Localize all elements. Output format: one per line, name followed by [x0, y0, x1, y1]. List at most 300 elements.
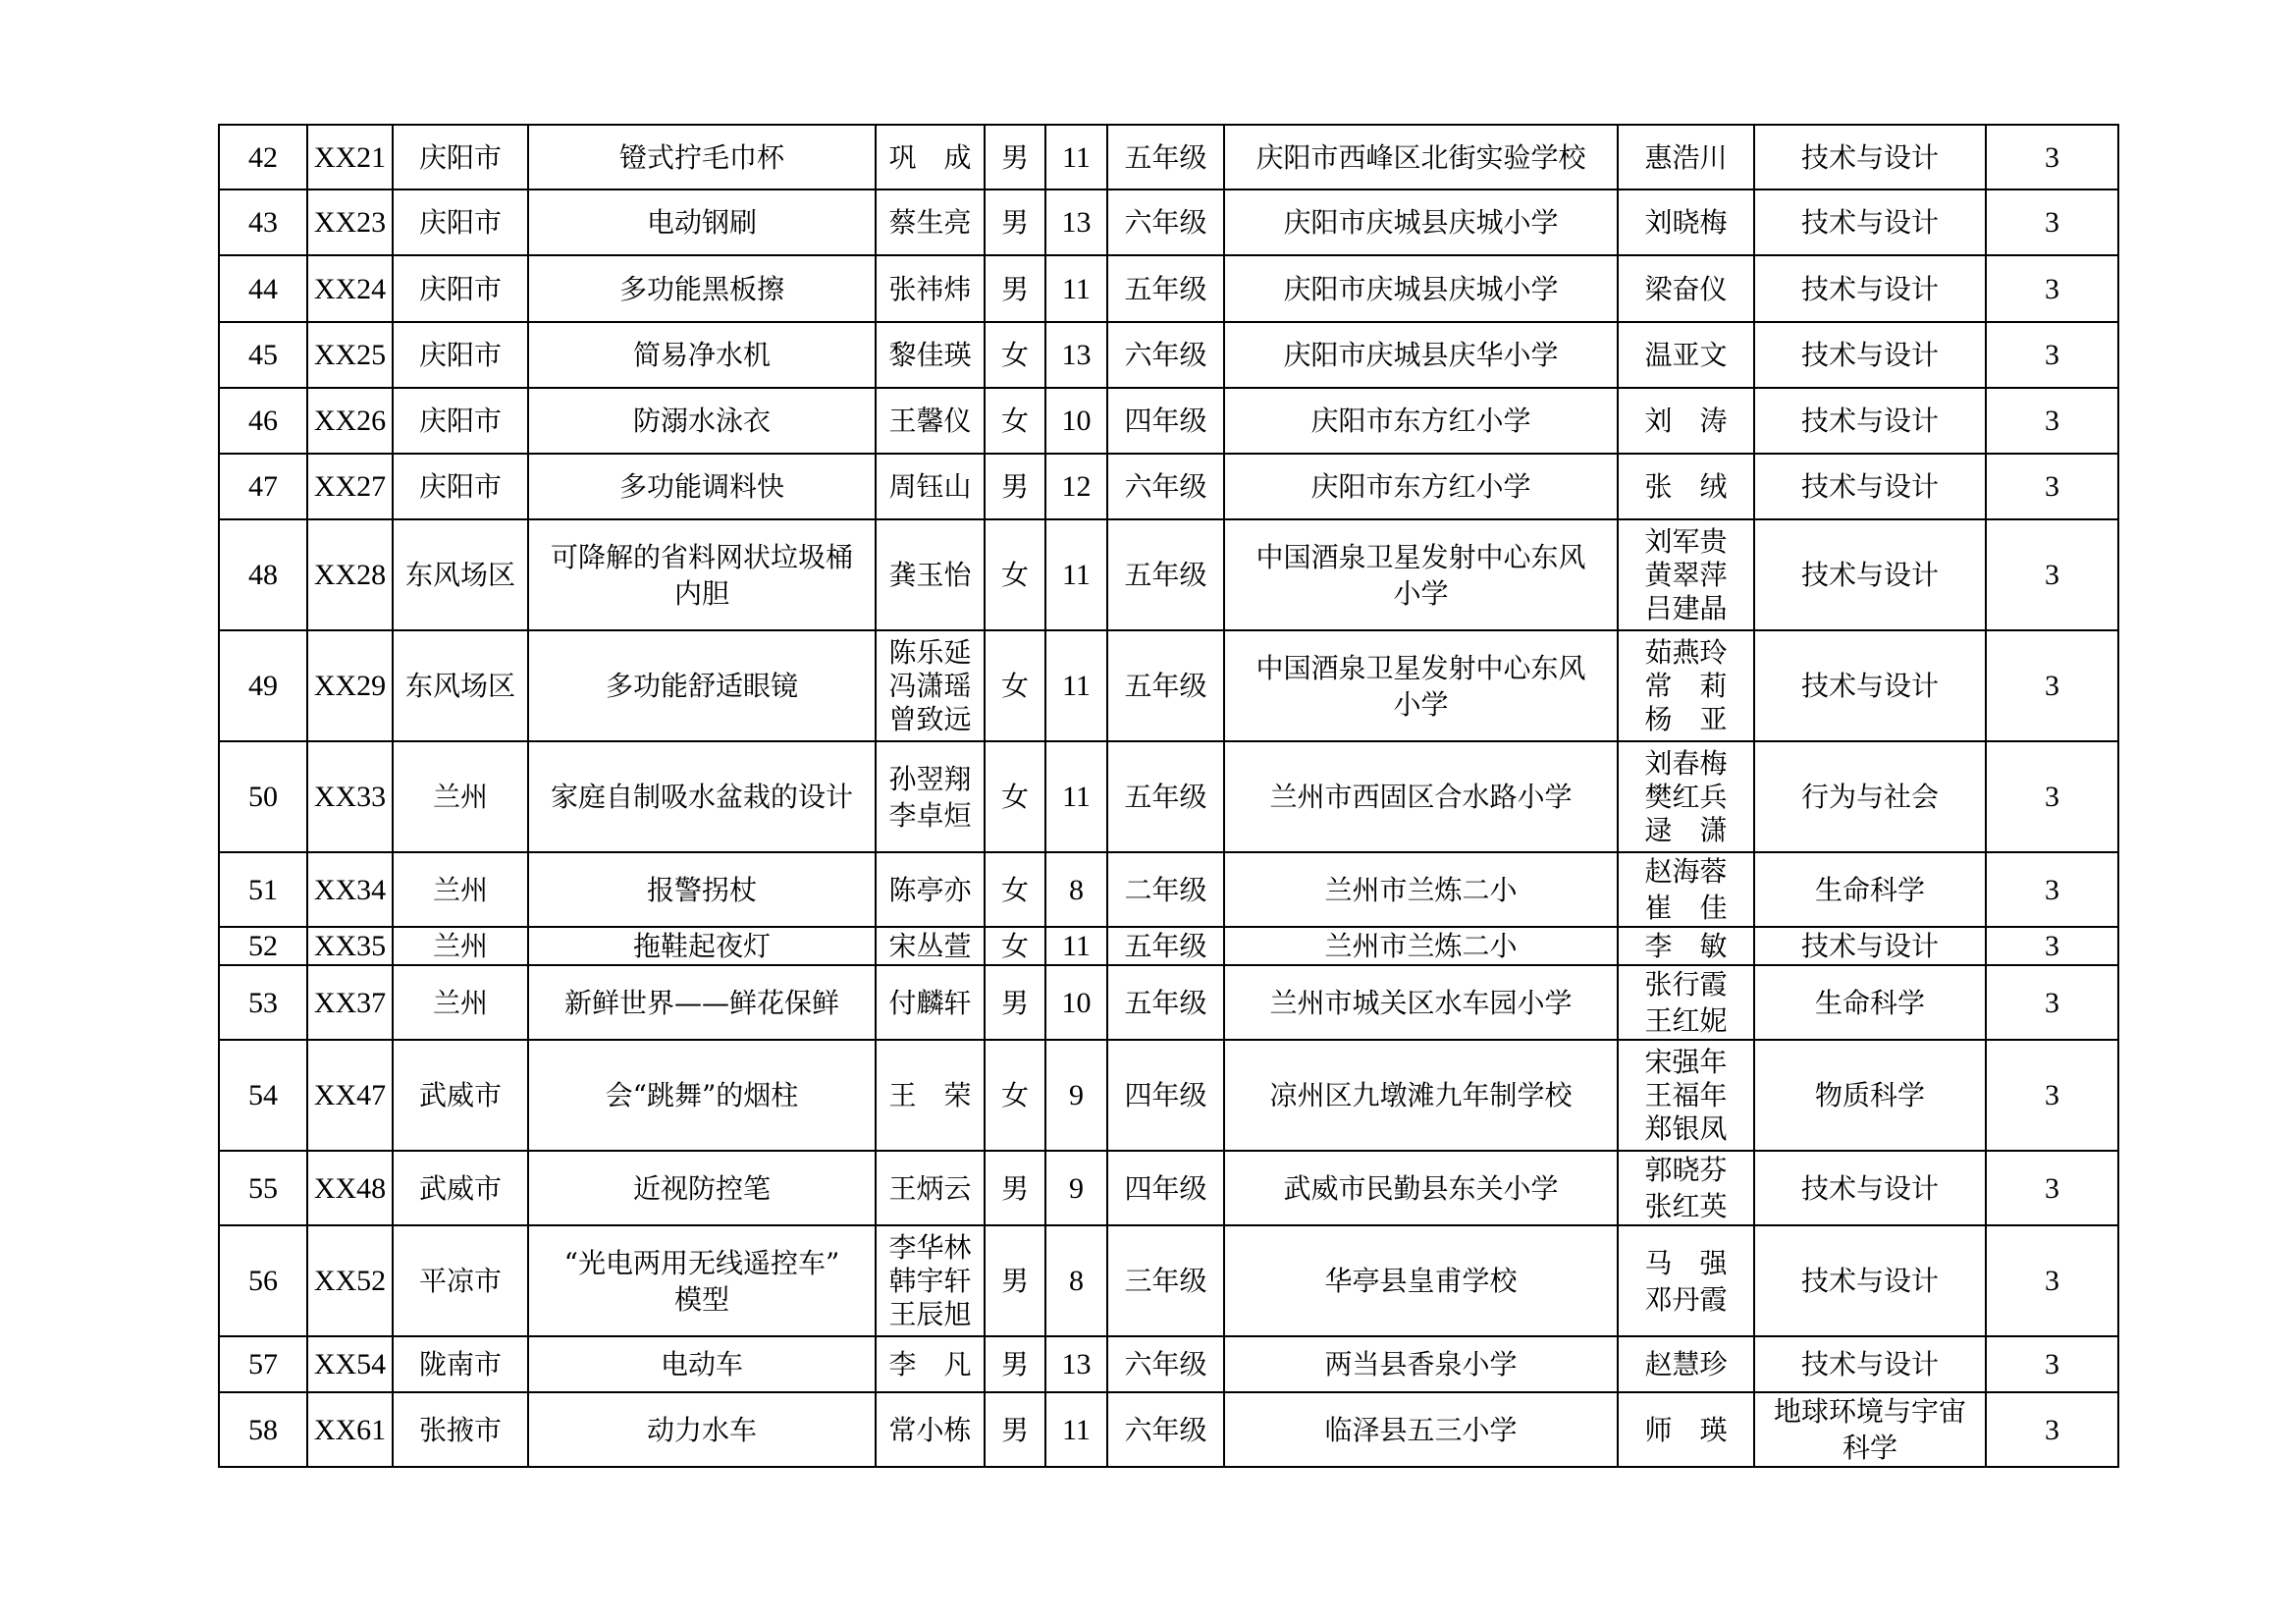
region-cell: 东风场区 [393, 630, 528, 741]
project-title-line: 防溺水泳衣 [632, 405, 771, 437]
region-cell: 张掖市 [393, 1392, 528, 1467]
gender-cell: 女 [985, 519, 1045, 630]
region-cell: 平凉市 [393, 1225, 528, 1336]
student-names-cell [876, 1040, 985, 1151]
region-cell: 兰州 [393, 852, 528, 927]
project-title-cell [528, 1225, 876, 1336]
grade-cell: 二年级 [1107, 852, 1224, 927]
student-names-line: 李卓烜 [888, 798, 972, 832]
teacher-names-line: 赵慧珍 [1644, 1348, 1728, 1380]
school-line: 兰州市城关区水车园小学 [1269, 986, 1573, 1019]
region-cell: 庆阳市 [393, 189, 528, 255]
entry-code: XX35 [307, 927, 393, 965]
school-cell [1224, 388, 1618, 454]
age-cell: 11 [1045, 255, 1107, 322]
level-cell: 3 [1986, 1225, 2118, 1336]
row-number: 50 [219, 741, 307, 852]
school-cell [1224, 1392, 1618, 1467]
gender-cell: 男 [985, 454, 1045, 519]
student-names-cell [876, 519, 985, 630]
age-cell: 13 [1045, 189, 1107, 255]
school-cell [1224, 852, 1618, 927]
student-names-line: 常小栋 [888, 1413, 972, 1446]
category-cell [1754, 1336, 1986, 1392]
teacher-names-line: 郭晓芬 [1644, 1154, 1728, 1186]
category-line: 技术与设计 [1800, 470, 1939, 503]
entry-code: XX52 [307, 1225, 393, 1336]
category-cell [1754, 255, 1986, 322]
grade-cell: 三年级 [1107, 1225, 1224, 1336]
age-cell: 11 [1045, 125, 1107, 189]
table-row [219, 1151, 2118, 1225]
teacher-names-line: 李 敏 [1644, 930, 1728, 962]
project-title-line: 多功能黑板擦 [618, 272, 784, 305]
project-title-cell [528, 1336, 876, 1392]
category-cell [1754, 630, 1986, 741]
category-line: 生命科学 [1814, 873, 1925, 906]
entry-code: XX34 [307, 852, 393, 927]
student-names-line: 龚玉怡 [888, 559, 972, 591]
level-cell: 3 [1986, 519, 2118, 630]
student-names-line: 冯潇瑶 [888, 669, 972, 702]
table-row [219, 741, 2118, 852]
category-line: 技术与设计 [1800, 339, 1939, 371]
student-names-cell [876, 1225, 985, 1336]
student-names-cell [876, 927, 985, 965]
student-names-cell [876, 630, 985, 741]
school-line: 临泽县五三小学 [1324, 1413, 1518, 1446]
project-title-line: 报警拐杖 [646, 873, 757, 906]
table-row [219, 1040, 2118, 1151]
teacher-names-cell [1618, 1336, 1754, 1392]
row-number: 42 [219, 125, 307, 189]
table-row [219, 630, 2118, 741]
school-cell [1224, 1151, 1618, 1225]
category-cell [1754, 519, 1986, 630]
teacher-names-line: 杨 亚 [1644, 702, 1728, 735]
category-cell [1754, 1151, 1986, 1225]
grade-cell: 六年级 [1107, 1392, 1224, 1467]
grade-cell: 五年级 [1107, 741, 1224, 852]
project-title-cell [528, 255, 876, 322]
gender-cell: 女 [985, 927, 1045, 965]
entry-code: XX21 [307, 125, 393, 189]
student-names-line: 王馨仪 [888, 405, 972, 437]
region-cell: 庆阳市 [393, 255, 528, 322]
table-body [219, 125, 2118, 1467]
category-line: 行为与社会 [1800, 781, 1939, 813]
student-names-line: 陈亭亦 [888, 873, 972, 906]
project-title-cell [528, 1151, 876, 1225]
teacher-names-line: 马 强 [1644, 1246, 1728, 1279]
school-line: 凉州区九墩滩九年制学校 [1269, 1079, 1573, 1111]
level-cell: 3 [1986, 1392, 2118, 1467]
school-cell [1224, 454, 1618, 519]
level-cell: 3 [1986, 852, 2118, 927]
grade-cell: 五年级 [1107, 965, 1224, 1040]
gender-cell: 男 [985, 965, 1045, 1040]
age-cell: 10 [1045, 965, 1107, 1040]
gender-cell: 女 [985, 322, 1045, 388]
project-title-line: 多功能舒适眼镜 [605, 670, 798, 702]
grade-cell: 六年级 [1107, 189, 1224, 255]
level-cell: 3 [1986, 965, 2118, 1040]
student-names-cell [876, 125, 985, 189]
project-title-line: 新鲜世界——鲜花保鲜 [563, 986, 839, 1019]
entry-code: XX48 [307, 1151, 393, 1225]
student-names-cell [876, 852, 985, 927]
student-names-line: 王 荣 [888, 1079, 972, 1111]
project-title-cell [528, 1040, 876, 1151]
project-title-line: 内胆 [673, 576, 729, 610]
level-cell: 3 [1986, 630, 2118, 741]
school-line: 中国酒泉卫星发射中心东风 [1255, 540, 1586, 573]
school-line: 庆阳市东方红小学 [1310, 470, 1531, 503]
row-number: 53 [219, 965, 307, 1040]
entry-code: XX27 [307, 454, 393, 519]
teacher-names-line: 吕建晶 [1644, 591, 1728, 624]
teacher-names-line: 张 绒 [1644, 470, 1728, 503]
entry-code: XX26 [307, 388, 393, 454]
table-row [219, 454, 2118, 519]
teacher-names-cell [1618, 189, 1754, 255]
region-cell: 庆阳市 [393, 125, 528, 189]
grade-cell: 四年级 [1107, 1040, 1224, 1151]
region-cell: 武威市 [393, 1040, 528, 1151]
region-cell: 兰州 [393, 927, 528, 965]
school-line: 兰州市兰炼二小 [1324, 873, 1518, 906]
gender-cell: 女 [985, 1040, 1045, 1151]
teacher-names-line: 温亚文 [1644, 339, 1728, 371]
age-cell: 9 [1045, 1151, 1107, 1225]
student-names-cell [876, 1151, 985, 1225]
table-row [219, 1225, 2118, 1336]
table-row [219, 125, 2118, 189]
gender-cell: 男 [985, 1392, 1045, 1467]
level-cell: 3 [1986, 454, 2118, 519]
age-cell: 9 [1045, 1040, 1107, 1151]
school-line: 庆阳市东方红小学 [1310, 405, 1531, 437]
gender-cell: 男 [985, 255, 1045, 322]
school-line: 两当县香泉小学 [1324, 1348, 1518, 1380]
gender-cell: 男 [985, 125, 1045, 189]
project-title-cell [528, 852, 876, 927]
gender-cell: 男 [985, 189, 1045, 255]
teacher-names-line: 樊红兵 [1644, 780, 1728, 813]
project-title-cell [528, 1392, 876, 1467]
age-cell: 8 [1045, 1225, 1107, 1336]
age-cell: 11 [1045, 1392, 1107, 1467]
grade-cell: 五年级 [1107, 630, 1224, 741]
project-title-line: 镫式拧毛巾杯 [618, 140, 784, 174]
student-names-line: 蔡生亮 [888, 206, 972, 239]
project-title-cell [528, 322, 876, 388]
teacher-names-line: 刘春梅 [1644, 746, 1728, 780]
entry-code: XX47 [307, 1040, 393, 1151]
age-cell: 11 [1045, 519, 1107, 630]
project-title-line: 模型 [673, 1282, 729, 1316]
level-cell: 3 [1986, 255, 2118, 322]
teacher-names-line: 刘 涛 [1644, 405, 1728, 437]
project-title-cell [528, 965, 876, 1040]
award-table [218, 124, 2119, 1468]
table-row [219, 1392, 2118, 1467]
age-cell: 13 [1045, 322, 1107, 388]
teacher-names-cell [1618, 852, 1754, 927]
table-row [219, 519, 2118, 630]
grade-cell: 五年级 [1107, 927, 1224, 965]
row-number: 47 [219, 454, 307, 519]
category-line: 技术与设计 [1800, 206, 1939, 239]
student-names-cell [876, 454, 985, 519]
project-title-line: 会“跳舞”的烟柱 [605, 1079, 799, 1111]
table-row [219, 852, 2118, 927]
row-number: 57 [219, 1336, 307, 1392]
teacher-names-cell [1618, 1040, 1754, 1151]
project-title-cell [528, 630, 876, 741]
student-names-line: 王炳云 [888, 1171, 972, 1205]
teacher-names-line: 王福年 [1644, 1078, 1728, 1111]
category-cell [1754, 927, 1986, 965]
teacher-names-line: 常 莉 [1644, 669, 1728, 702]
category-line: 技术与设计 [1800, 140, 1939, 174]
level-cell: 3 [1986, 322, 2118, 388]
student-names-cell [876, 388, 985, 454]
school-line: 华亭县皇甫学校 [1324, 1265, 1518, 1297]
category-line: 技术与设计 [1800, 670, 1939, 702]
student-names-line: 张祎炜 [888, 272, 972, 305]
row-number: 56 [219, 1225, 307, 1336]
student-names-line: 宋丛萱 [888, 930, 972, 962]
level-cell: 3 [1986, 125, 2118, 189]
project-title-line: 电动钢刷 [646, 206, 757, 239]
region-cell: 庆阳市 [393, 454, 528, 519]
age-cell: 10 [1045, 388, 1107, 454]
teacher-names-cell [1618, 965, 1754, 1040]
category-cell [1754, 189, 1986, 255]
school-cell [1224, 519, 1618, 630]
teacher-names-line: 王红妮 [1644, 1004, 1728, 1037]
region-cell: 东风场区 [393, 519, 528, 630]
entry-code: XX29 [307, 630, 393, 741]
table-row [219, 189, 2118, 255]
student-names-line: 李 凡 [888, 1348, 972, 1380]
table-row [219, 388, 2118, 454]
teacher-names-line: 黄翠萍 [1644, 558, 1728, 591]
category-line: 生命科学 [1814, 986, 1925, 1019]
teacher-names-cell [1618, 1225, 1754, 1336]
school-cell [1224, 1225, 1618, 1336]
entry-code: XX37 [307, 965, 393, 1040]
student-names-cell [876, 322, 985, 388]
gender-cell: 女 [985, 388, 1045, 454]
level-cell: 3 [1986, 741, 2118, 852]
age-cell: 8 [1045, 852, 1107, 927]
project-title-cell [528, 189, 876, 255]
project-title-line: 多功能调料快 [618, 470, 784, 503]
grade-cell: 六年级 [1107, 1336, 1224, 1392]
project-title-cell [528, 519, 876, 630]
school-cell [1224, 189, 1618, 255]
project-title-line: “光电两用无线遥控车” [563, 1246, 840, 1279]
entry-code: XX54 [307, 1336, 393, 1392]
school-line: 中国酒泉卫星发射中心东风 [1255, 651, 1586, 684]
student-names-line: 付麟轩 [888, 986, 972, 1019]
table-row [219, 927, 2118, 965]
teacher-names-cell [1618, 1392, 1754, 1467]
school-line: 庆阳市庆城县庆华小学 [1283, 339, 1559, 371]
teacher-names-line: 刘晓梅 [1644, 206, 1728, 239]
student-names-line: 黎佳瑛 [888, 339, 972, 371]
teacher-names-line: 郑银凤 [1644, 1111, 1728, 1145]
project-title-cell [528, 741, 876, 852]
row-number: 43 [219, 189, 307, 255]
school-line: 兰州市兰炼二小 [1324, 930, 1518, 962]
teacher-names-line: 逯 潇 [1644, 813, 1728, 846]
grade-cell: 五年级 [1107, 255, 1224, 322]
category-cell [1754, 1040, 1986, 1151]
entry-code: XX24 [307, 255, 393, 322]
student-names-line: 孙翌翔 [888, 762, 972, 795]
row-number: 49 [219, 630, 307, 741]
student-names-cell [876, 255, 985, 322]
grade-cell: 五年级 [1107, 125, 1224, 189]
level-cell: 3 [1986, 189, 2118, 255]
student-names-cell [876, 189, 985, 255]
teacher-names-cell [1618, 1151, 1754, 1225]
project-title-line: 简易净水机 [632, 339, 771, 371]
project-title-line: 近视防控笔 [632, 1171, 771, 1205]
entry-code: XX28 [307, 519, 393, 630]
teacher-names-cell [1618, 388, 1754, 454]
teacher-names-line: 梁奋仪 [1644, 272, 1728, 305]
project-title-cell [528, 125, 876, 189]
entry-code: XX25 [307, 322, 393, 388]
grade-cell: 四年级 [1107, 388, 1224, 454]
row-number: 54 [219, 1040, 307, 1151]
row-number: 55 [219, 1151, 307, 1225]
region-cell: 兰州 [393, 965, 528, 1040]
table-row [219, 1336, 2118, 1392]
teacher-names-cell [1618, 125, 1754, 189]
project-title-line: 拖鞋起夜灯 [632, 930, 771, 962]
gender-cell: 男 [985, 1336, 1045, 1392]
student-names-cell [876, 965, 985, 1040]
age-cell: 11 [1045, 741, 1107, 852]
row-number: 51 [219, 852, 307, 927]
teacher-names-cell [1618, 255, 1754, 322]
teacher-names-line: 张行霞 [1644, 968, 1728, 1001]
row-number: 52 [219, 927, 307, 965]
grade-cell: 四年级 [1107, 1151, 1224, 1225]
region-cell: 武威市 [393, 1151, 528, 1225]
grade-cell: 六年级 [1107, 322, 1224, 388]
level-cell: 3 [1986, 1336, 2118, 1392]
teacher-names-line: 茹燕玲 [1644, 635, 1728, 669]
teacher-names-line: 张红英 [1644, 1190, 1728, 1222]
gender-cell: 女 [985, 630, 1045, 741]
category-cell [1754, 454, 1986, 519]
age-cell: 11 [1045, 927, 1107, 965]
row-number: 46 [219, 388, 307, 454]
project-title-cell [528, 454, 876, 519]
school-cell [1224, 255, 1618, 322]
teacher-names-line: 崔 佳 [1644, 892, 1728, 924]
region-cell: 庆阳市 [393, 388, 528, 454]
student-names-line: 陈乐延 [888, 635, 972, 669]
student-names-line: 王辰旭 [888, 1297, 972, 1330]
student-names-cell [876, 1336, 985, 1392]
category-line: 技术与设计 [1800, 405, 1939, 437]
region-cell: 兰州 [393, 741, 528, 852]
row-number: 45 [219, 322, 307, 388]
category-cell [1754, 322, 1986, 388]
school-line: 兰州市西固区合水路小学 [1269, 781, 1573, 813]
age-cell: 13 [1045, 1336, 1107, 1392]
project-title-cell [528, 927, 876, 965]
table-row [219, 322, 2118, 388]
category-cell [1754, 1225, 1986, 1336]
table-row [219, 255, 2118, 322]
project-title-line: 可降解的省料网状垃圾桶 [550, 540, 853, 573]
category-line: 技术与设计 [1800, 559, 1939, 591]
category-line: 科学 [1842, 1432, 1897, 1464]
category-line: 技术与设计 [1800, 272, 1939, 305]
school-cell [1224, 927, 1618, 965]
project-title-line: 电动车 [660, 1348, 743, 1380]
level-cell: 3 [1986, 1040, 2118, 1151]
category-line: 物质科学 [1814, 1079, 1925, 1111]
grade-cell: 五年级 [1107, 519, 1224, 630]
school-cell [1224, 630, 1618, 741]
teacher-names-line: 师 瑛 [1644, 1413, 1728, 1446]
category-cell [1754, 1392, 1986, 1467]
student-names-line: 周钰山 [888, 470, 972, 503]
school-cell [1224, 125, 1618, 189]
school-line: 小学 [1393, 576, 1449, 610]
category-cell [1754, 965, 1986, 1040]
level-cell: 3 [1986, 388, 2118, 454]
grade-cell: 六年级 [1107, 454, 1224, 519]
project-title-line: 家庭自制吸水盆栽的设计 [550, 781, 853, 813]
school-line: 庆阳市庆城县庆城小学 [1283, 272, 1559, 305]
category-line: 技术与设计 [1800, 1265, 1939, 1297]
teacher-names-line: 惠浩川 [1644, 140, 1728, 174]
teacher-names-line: 邓丹霞 [1644, 1282, 1728, 1316]
category-cell [1754, 741, 1986, 852]
project-title-cell [528, 388, 876, 454]
school-cell [1224, 965, 1618, 1040]
age-cell: 11 [1045, 630, 1107, 741]
student-names-line: 曾致远 [888, 702, 972, 735]
level-cell: 3 [1986, 927, 2118, 965]
row-number: 58 [219, 1392, 307, 1467]
level-cell: 3 [1986, 1151, 2118, 1225]
category-line: 技术与设计 [1800, 930, 1939, 962]
school-cell [1224, 741, 1618, 852]
gender-cell: 男 [985, 1151, 1045, 1225]
teacher-names-cell [1618, 927, 1754, 965]
school-cell [1224, 322, 1618, 388]
category-line: 地球环境与宇宙 [1773, 1395, 1966, 1428]
project-title-line: 动力水车 [646, 1413, 757, 1446]
teacher-names-cell [1618, 519, 1754, 630]
row-number: 48 [219, 519, 307, 630]
teacher-names-cell [1618, 322, 1754, 388]
teacher-names-line: 赵海蓉 [1644, 855, 1728, 888]
school-line: 庆阳市西峰区北街实验学校 [1255, 140, 1586, 174]
gender-cell: 男 [985, 1225, 1045, 1336]
